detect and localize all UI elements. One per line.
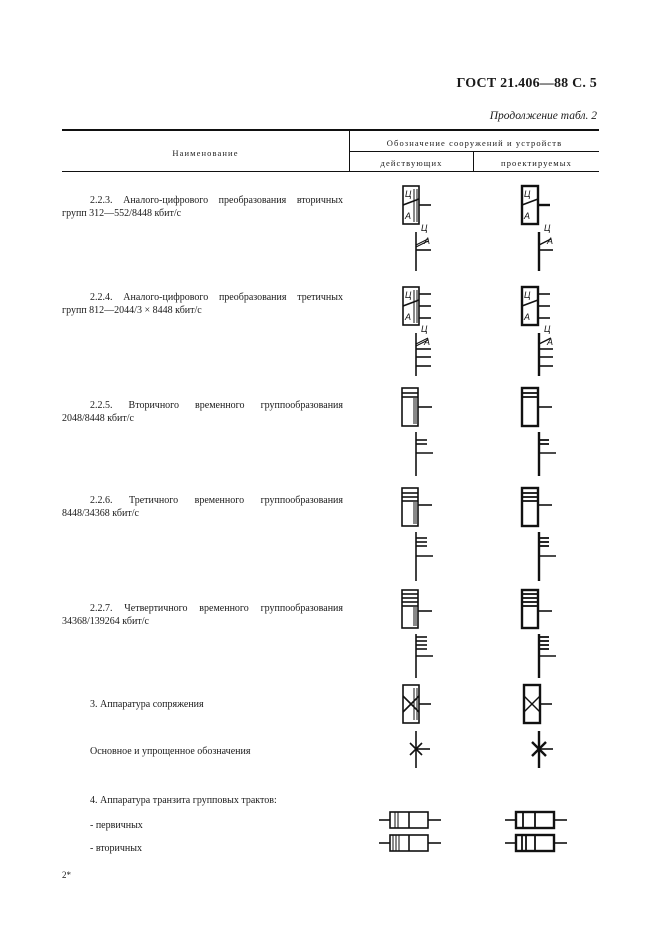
symbol-4-secondary-existing [379,835,441,851]
symbol-analog-mark: А [405,312,412,322]
symbol-4-primary-existing [379,812,441,828]
row-2-2-3-line1: 2.2.3. Аналого-цифрового преобразования вторичных [90,195,343,206]
symbol-2-2-7-existing [402,590,433,678]
symbol-2-2-5-projected [522,388,556,476]
symbol-2-2-3-existing [403,186,431,271]
symbol-digital-mark: Ц [421,324,428,334]
row-4-secondary: - вторичных [90,843,142,854]
row-3-note: Основное и упрощенное обозначения [90,746,251,757]
symbol-4-primary-projected [505,812,567,828]
column-header-projected: проектируемых [501,158,572,168]
symbol-3-simplified-projected [532,731,553,768]
column-header-name: Наименование [172,148,239,158]
symbol-digital-mark: Ц [524,290,531,300]
symbol-analog-mark: А [405,211,412,221]
symbol-analog-mark: А [424,337,431,347]
symbol-digital-mark: Ц [405,290,412,300]
row-2-2-7-line1: 2.2.7. Четвертичного временного группообразования [90,603,343,614]
row-2-2-4-line2: групп 812—2044/3 × 8448 кбит/с [62,304,202,316]
symbol-2-2-4-existing [403,287,431,376]
symbol-2-2-4-projected [522,287,553,376]
symbol-analog-mark: А [524,312,531,322]
symbol-digital-mark: Ц [405,189,412,199]
row-2-2-5-line1: 2.2.5. Вторичного временного группообразования [90,400,343,411]
symbol-digital-mark: Ц [524,189,531,199]
symbol-analog-mark: А [524,211,531,221]
symbol-digital-mark: Ц [544,223,551,233]
column-header-designation: Обозначение сооружений и устройств [386,138,563,148]
row-2-2-5-line2: 2048/8448 кбит/с [62,412,134,424]
symbol-digital-mark: Ц [421,223,428,233]
symbol-analog-mark: А [424,236,431,246]
symbol-4-secondary-projected [505,835,567,851]
column-header-existing: действующих [380,158,443,168]
symbol-digital-mark: Ц [544,324,551,334]
row-4-label: 4. Аппаратура транзита групповых трактов: [90,795,277,806]
symbol-2-2-6-existing [402,488,433,581]
row-2-2-6-line1: 2.2.6. Третичного временного группообразования [90,495,343,506]
row-2-2-6-line2: 8448/34368 кбит/с [62,507,139,519]
row-2-2-4-line1: 2.2.4. Аналого-цифрового преобразования третичных [90,292,343,303]
row-2-2-3-line2: групп 312—552/8448 кбит/с [62,207,182,219]
row-3-label: 3. Аппаратура сопряжения [90,699,204,710]
symbol-analog-mark: А [547,236,554,246]
symbol-2-2-5-existing [402,388,433,476]
symbol-2-2-6-projected [522,488,556,581]
symbol-analog-mark: А [547,337,554,347]
table-continuation-label: Продолжение табл. 2 [489,110,597,122]
page-mark: 2* [62,870,71,880]
symbol-2-2-3-projected [522,186,553,271]
symbol-3-simplified-existing [410,731,430,768]
row-4-primary: - первичных [90,820,143,831]
symbol-3-existing [403,685,431,723]
symbol-3-projected [524,685,552,723]
symbol-2-2-7-projected [522,590,556,678]
document-reference: ГОСТ 21.406—88 С. 5 [456,76,597,91]
row-2-2-7-line2: 34368/139264 кбит/с [62,615,149,627]
